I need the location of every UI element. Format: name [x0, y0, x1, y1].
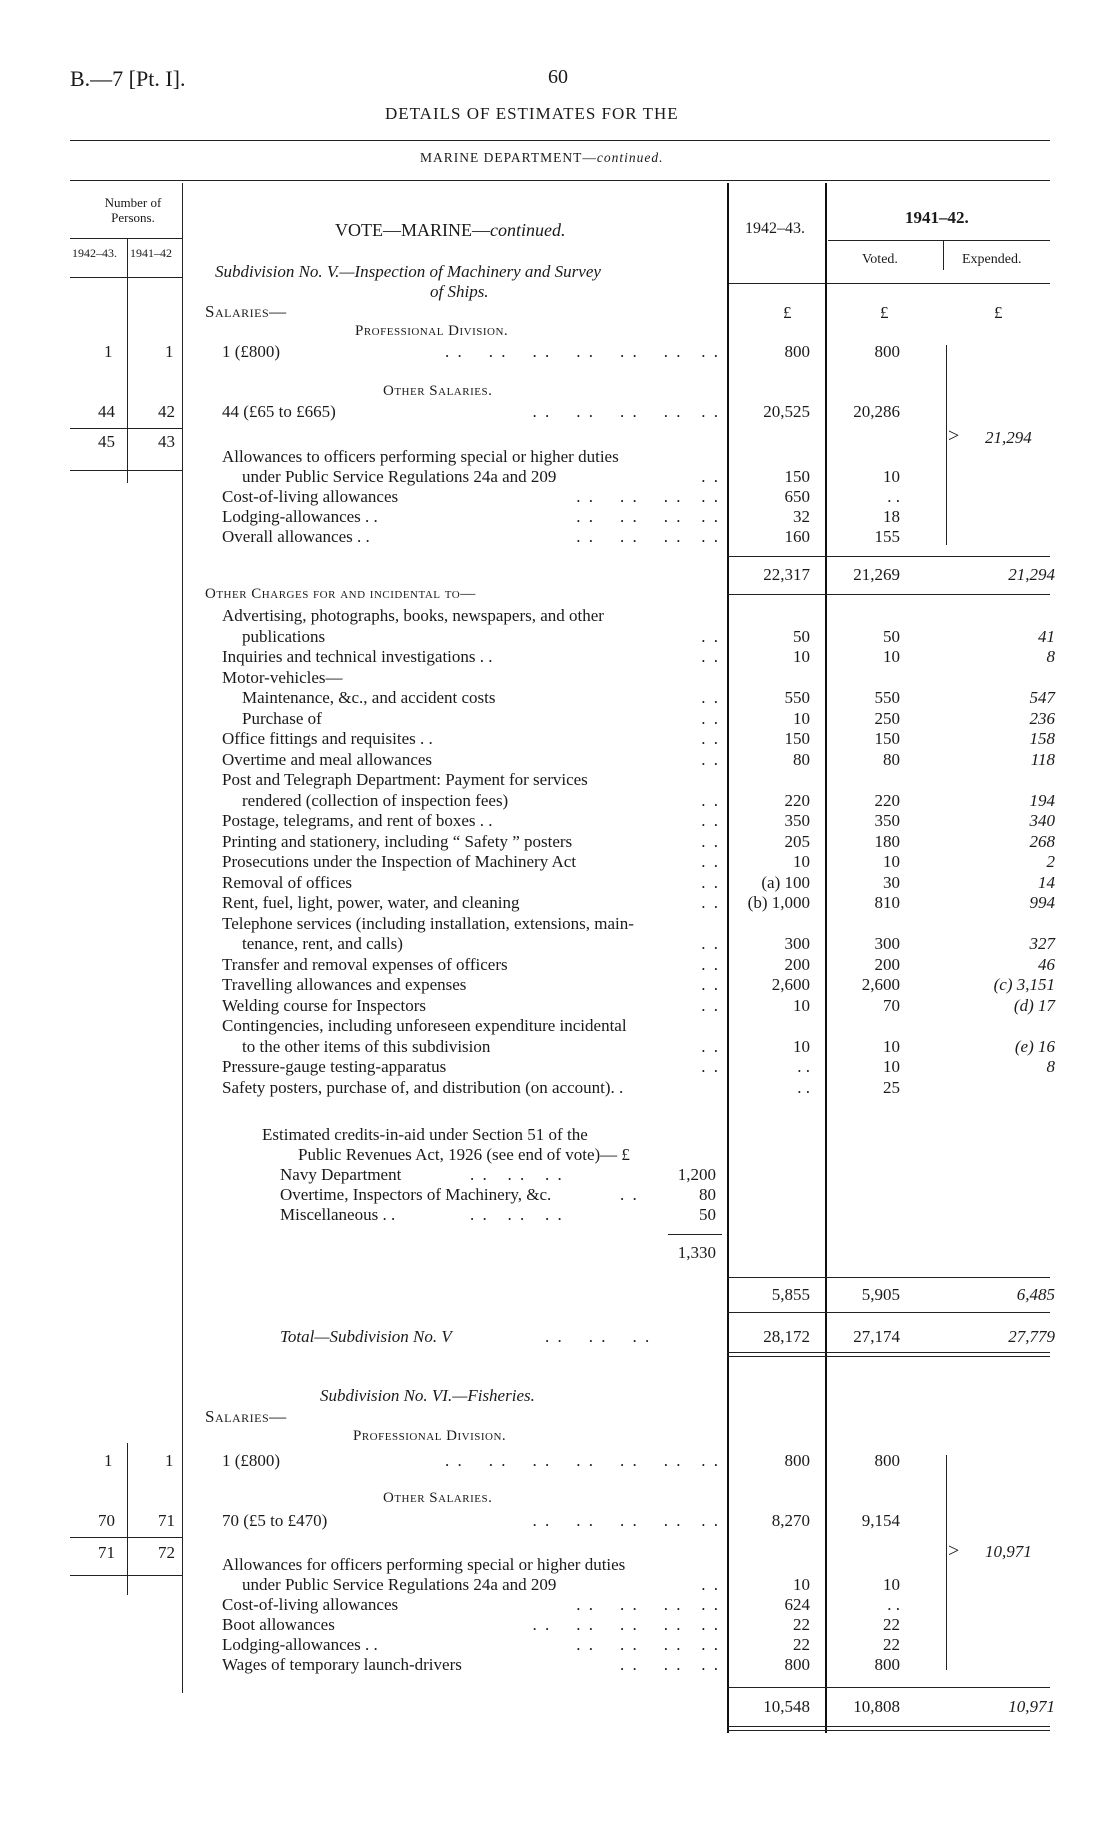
salary-item-row: Cost-of-living allowances . . . . . . . . — [222, 1595, 720, 1614]
est-value: 150 — [784, 729, 810, 748]
charge-row — [222, 893, 720, 913]
est-value: . . — [797, 1057, 810, 1076]
charge-row — [222, 832, 720, 852]
expended-value: 14 — [1038, 873, 1055, 892]
total-dots: . . . . . . — [545, 1327, 652, 1346]
pound-sign-voted: £ — [880, 303, 889, 322]
expended-value: (e) 16 — [1014, 1037, 1055, 1056]
expended-value: 8 — [1046, 647, 1055, 666]
salary-row: 70 (£5 to £470) . . . . . . . . . . — [222, 1511, 720, 1530]
charge-label: Pressure-gauge testing-apparatus — [222, 1057, 447, 1076]
expended-value: 236 — [1029, 709, 1055, 728]
leader-dots: . . — [701, 893, 720, 912]
voted-value: 800 — [874, 1451, 900, 1470]
credits-heading-line2: Public Revenues Act, 1926 (see end of vote)— £ — [298, 1145, 630, 1164]
leader-dots: . . — [701, 832, 720, 851]
voted-value: 550 — [874, 688, 900, 707]
allowances-line1: Allowances to officers performing special or higher duties — [222, 447, 619, 466]
subdivision-v-total-label: Total—Subdivision No. V — [280, 1327, 452, 1346]
leader-dots: . . — [701, 1037, 720, 1056]
est-year-heading: 1942–43. — [745, 220, 805, 237]
est-value: 160 — [784, 527, 810, 546]
est-value: 80 — [793, 750, 810, 769]
est-value: 220 — [784, 791, 810, 810]
est-value: 10 — [793, 647, 810, 666]
charge-row — [222, 852, 720, 872]
pound-sign-expended: £ — [994, 303, 1003, 322]
persons-count: 1 — [165, 1451, 174, 1470]
salaries-total-est: 22,317 — [763, 565, 810, 584]
leader-dots: . . — [701, 627, 720, 646]
voted-value: 250 — [874, 709, 900, 728]
voted-value: 155 — [874, 527, 900, 546]
leader-dots: . . — [701, 729, 720, 748]
salary-item-row: Lodging-allowances . . . . . . . . . . — [222, 507, 720, 526]
salary-item-row: Lodging-allowances . . . . . . . . . . — [222, 1635, 720, 1654]
charge-row — [222, 1016, 720, 1036]
est-value: 150 — [784, 467, 810, 486]
leader-dots: . . — [701, 996, 720, 1015]
allowances-line1: Allowances for officers performing special or higher duties — [222, 1555, 626, 1574]
voted-value: 2,600 — [861, 975, 900, 994]
subdivision-v-title-line2: of Ships. — [430, 282, 489, 301]
charge-label: Travelling allowances and expenses — [222, 975, 467, 994]
est-value: 624 — [784, 1595, 810, 1614]
expended-value: 194 — [1029, 791, 1055, 810]
expended-value: (c) 3,151 — [993, 975, 1055, 994]
sub6-total-voted: 10,808 — [853, 1697, 900, 1716]
est-value: 800 — [784, 342, 810, 361]
charge-label: Post and Telegraph Department: Payment for services — [222, 770, 588, 789]
charge-row — [222, 873, 720, 893]
est-value: (a) 100 — [761, 873, 810, 892]
number-of-persons-heading: Number of Persons. — [104, 195, 162, 225]
charge-row — [222, 750, 720, 770]
prev-year-heading: 1941–42. — [905, 208, 969, 227]
persons-total: 45 — [98, 432, 115, 451]
charge-label: Inquiries and technical investigations . . — [222, 647, 493, 666]
credit-amount: 1,200 — [677, 1165, 716, 1184]
leader-dots: . . — [701, 688, 720, 707]
leader-dots: . . — [701, 1057, 720, 1076]
page-title: DETAILS OF ESTIMATES FOR THE — [385, 104, 679, 123]
est-value: 50 — [793, 627, 810, 646]
voted-value: 810 — [874, 893, 900, 912]
credit-dots: . . . . . . — [470, 1165, 564, 1184]
est-value: 650 — [784, 487, 810, 506]
voted-value: . . — [887, 487, 900, 506]
charge-label: Advertising, photographs, books, newspapers, and other — [222, 606, 604, 625]
credit-label: Overtime, Inspectors of Machinery, &c. — [280, 1185, 552, 1204]
expended-value: 994 — [1029, 893, 1055, 912]
other-charges-heading: Other Charges for and incidental to— — [205, 586, 476, 602]
voted-heading: Voted. — [862, 252, 898, 267]
salary-item-row: Overall allowances . . . . . . . . . . — [222, 527, 720, 546]
allowances-row: under Public Service Regulations 24a and 209 . . — [242, 1575, 720, 1594]
charge-row — [222, 668, 720, 688]
department-heading: MARINE DEPARTMENT—continued. — [420, 150, 664, 165]
charge-row — [222, 1078, 720, 1098]
grand-total-est: 28,172 — [763, 1327, 810, 1346]
credit-label: Navy Department — [280, 1165, 402, 1184]
professional-division-heading: Professional Division. — [355, 323, 509, 339]
credits-total: 1,330 — [677, 1243, 716, 1262]
charge-label: Motor-vehicles— — [222, 668, 343, 687]
charge-label: Welding course for Inspectors — [222, 996, 426, 1015]
bracket-brace: > — [948, 1540, 960, 1562]
persons-total: 43 — [158, 432, 175, 451]
est-value: 200 — [784, 955, 810, 974]
voted-value: 10 — [883, 1037, 900, 1056]
expended-value: 2 — [1046, 852, 1055, 871]
est-value: 32 — [793, 507, 810, 526]
voted-value: 25 — [883, 1078, 900, 1097]
salary-item-row: Cost-of-living allowances . . . . . . . . — [222, 487, 720, 506]
charge-label: Postage, telegrams, and rent of boxes . . — [222, 811, 493, 830]
charge-label: Transfer and removal expenses of officers — [222, 955, 508, 974]
charges-total-expended: 6,485 — [1016, 1285, 1055, 1304]
salary-item-row: Wages of temporary launch-drivers . . . . . . — [222, 1655, 720, 1674]
credit-amount: 80 — [699, 1185, 716, 1204]
voted-value: 180 — [874, 832, 900, 851]
voted-value: 200 — [874, 955, 900, 974]
est-value: 350 — [784, 811, 810, 830]
charges-total-voted: 5,905 — [861, 1285, 900, 1304]
voted-value: 150 — [874, 729, 900, 748]
charge-label: rendered (collection of inspection fees) — [242, 791, 509, 810]
voted-value: 300 — [874, 934, 900, 953]
persons-count: 1 — [104, 1451, 113, 1470]
charge-row — [222, 811, 720, 831]
charge-row — [222, 791, 720, 811]
bracket-brace: > — [948, 425, 960, 447]
charge-row — [222, 996, 720, 1016]
expended-value: 547 — [1029, 688, 1055, 707]
persons-count: 1 — [165, 342, 174, 361]
leader-dots: . . — [701, 791, 720, 810]
allowances-row: under Public Service Regulations 24a and 209 . . — [242, 467, 720, 486]
voted-value: 10 — [883, 1575, 900, 1594]
voted-value: 50 — [883, 627, 900, 646]
expended-value: 158 — [1029, 729, 1055, 748]
charge-row — [222, 770, 720, 790]
persons-count: 44 — [98, 402, 115, 421]
est-value: 22 — [793, 1635, 810, 1654]
charge-row — [222, 647, 720, 667]
charge-label: Printing and stationery, including “ Safety ” posters — [222, 832, 573, 851]
expended-value: 340 — [1029, 811, 1055, 830]
persons-year-b: 1941–42 — [130, 246, 172, 260]
voted-value: 220 — [874, 791, 900, 810]
est-value: 10 — [793, 1037, 810, 1056]
charge-row — [222, 914, 720, 934]
grand-total-expended: 27,779 — [1008, 1327, 1055, 1346]
voted-value: 20,286 — [853, 402, 900, 421]
subdivision-vi-title: Subdivision No. VI.—Fisheries. — [320, 1386, 535, 1405]
est-value: 2,600 — [771, 975, 810, 994]
salary-item-row: Boot allowances . . . . . . . . . . — [222, 1615, 720, 1634]
voted-value: 30 — [883, 873, 900, 892]
charge-label: publications — [242, 627, 326, 646]
credit-label: Miscellaneous . . — [280, 1205, 396, 1224]
charges-total-est: 5,855 — [771, 1285, 810, 1304]
voted-value: 22 — [883, 1635, 900, 1654]
charge-row — [222, 1037, 720, 1057]
charge-label: Maintenance, &c., and accident costs — [242, 688, 496, 707]
charge-label: Removal of offices — [222, 873, 352, 892]
charge-label: Contingencies, including unforeseen expenditure incidental — [222, 1016, 627, 1035]
page-reference: B.—7 [Pt. I]. — [70, 66, 186, 91]
est-value: 800 — [784, 1451, 810, 1470]
pound-sign-est: £ — [783, 303, 792, 322]
voted-value: 22 — [883, 1615, 900, 1634]
charge-label: Purchase of — [242, 709, 322, 728]
voted-value: 800 — [874, 342, 900, 361]
page-number: 60 — [548, 66, 568, 88]
salary-row: 44 (£65 to £665) . . . . . . . . . . — [222, 402, 720, 421]
est-value: 800 — [784, 1655, 810, 1674]
charge-label: Prosecutions under the Inspection of Machinery Act — [222, 852, 577, 871]
leader-dots: . . — [701, 873, 720, 892]
persons-total: 72 — [158, 1543, 175, 1562]
charge-row — [222, 1057, 720, 1077]
voted-value: 70 — [883, 996, 900, 1015]
other-salaries-heading: Other Salaries. — [383, 1490, 493, 1506]
grand-total-voted: 27,174 — [853, 1327, 900, 1346]
charge-row — [222, 606, 720, 626]
leader-dots: . . — [701, 709, 720, 728]
leader-dots: . . — [701, 811, 720, 830]
charge-row — [222, 975, 720, 995]
charge-label: Rent, fuel, light, power, water, and cleaning — [222, 893, 520, 912]
leader-dots: . . — [701, 975, 720, 994]
voted-value: 9,154 — [861, 1511, 900, 1530]
persons-count: 70 — [98, 1511, 115, 1530]
voted-value: 10 — [883, 647, 900, 666]
sub6-total-expended: 10,971 — [1008, 1697, 1055, 1716]
expended-value: 46 — [1038, 955, 1055, 974]
charge-label: Telephone services (including installation, extensions, main- — [222, 914, 634, 933]
credits-heading: Estimated credits-in-aid under Section 51 of the — [262, 1125, 588, 1144]
credit-dots: . . — [620, 1185, 639, 1204]
persons-count: 42 — [158, 402, 175, 421]
leader-dots: . . — [701, 955, 720, 974]
charge-row — [222, 709, 720, 729]
salary-row: 1 (£800) . . . . . . . . . . . . . . — [222, 1451, 720, 1470]
est-value: 10 — [793, 852, 810, 871]
bracket-expended-value: 10,971 — [985, 1542, 1032, 1561]
expended-heading: Expended. — [962, 252, 1022, 267]
salaries-heading: Salaries— — [205, 1407, 287, 1426]
charge-label: to the other items of this subdivision — [242, 1037, 491, 1056]
est-value: 22 — [793, 1615, 810, 1634]
persons-count: 71 — [158, 1511, 175, 1530]
persons-count: 1 — [104, 342, 113, 361]
est-value: 10 — [793, 1575, 810, 1594]
subdivision-v-title: Subdivision No. V.—Inspection of Machinery and Survey — [215, 262, 601, 281]
other-salaries-heading: Other Salaries. — [383, 383, 493, 399]
charge-row — [222, 955, 720, 975]
charge-row — [222, 729, 720, 749]
charge-row — [222, 934, 720, 954]
voted-value: 18 — [883, 507, 900, 526]
voted-value: 10 — [883, 467, 900, 486]
charge-label: Overtime and meal allowances — [222, 750, 433, 769]
expended-value: 41 — [1038, 627, 1055, 646]
persons-total: 71 — [98, 1543, 115, 1562]
credit-amount: 50 — [699, 1205, 716, 1224]
charge-label: tenance, rent, and calls) — [242, 934, 403, 953]
charge-row — [222, 688, 720, 708]
est-value: . . — [797, 1078, 810, 1097]
sub6-total-est: 10,548 — [763, 1697, 810, 1716]
voted-value: 10 — [883, 1057, 900, 1076]
est-value: 10 — [793, 709, 810, 728]
salaries-heading: Salaries— — [205, 302, 287, 321]
credit-dots: . . . . . . — [470, 1205, 564, 1224]
expended-value: 268 — [1029, 832, 1055, 851]
expended-value: (d) 17 — [1013, 996, 1055, 1015]
expended-value: 8 — [1046, 1057, 1055, 1076]
est-value: 8,270 — [771, 1511, 810, 1530]
est-value: 20,525 — [763, 402, 810, 421]
leader-dots: . . — [701, 934, 720, 953]
charge-row — [222, 627, 720, 647]
charge-label: Office fittings and requisites . . — [222, 729, 433, 748]
est-value: 550 — [784, 688, 810, 707]
voted-value: . . — [887, 1595, 900, 1614]
bracket-expended-value: 21,294 — [985, 428, 1032, 447]
est-value: (b) 1,000 — [747, 893, 810, 912]
est-value: 300 — [784, 934, 810, 953]
expended-value: 118 — [1030, 750, 1055, 769]
voted-value: 800 — [874, 1655, 900, 1674]
voted-value: 80 — [883, 750, 900, 769]
vote-heading: VOTE—MARINE—continued. — [335, 220, 566, 240]
voted-value: 350 — [874, 811, 900, 830]
charge-label: Safety posters, purchase of, and distribution (on account). . — [222, 1078, 624, 1097]
leader-dots: . . — [701, 750, 720, 769]
est-value: 10 — [793, 996, 810, 1015]
salary-row: 1 (£800) . . . . . . . . . . . . . . — [222, 342, 720, 361]
salaries-total-voted: 21,269 — [853, 565, 900, 584]
est-value: 205 — [784, 832, 810, 851]
professional-division-heading: Professional Division. — [353, 1428, 507, 1444]
leader-dots: . . — [701, 647, 720, 666]
salaries-total-expended: 21,294 — [1008, 565, 1055, 584]
voted-value: 10 — [883, 852, 900, 871]
leader-dots: . . — [701, 852, 720, 871]
expended-value: 327 — [1029, 934, 1055, 953]
persons-year-a: 1942–43. — [72, 246, 117, 260]
